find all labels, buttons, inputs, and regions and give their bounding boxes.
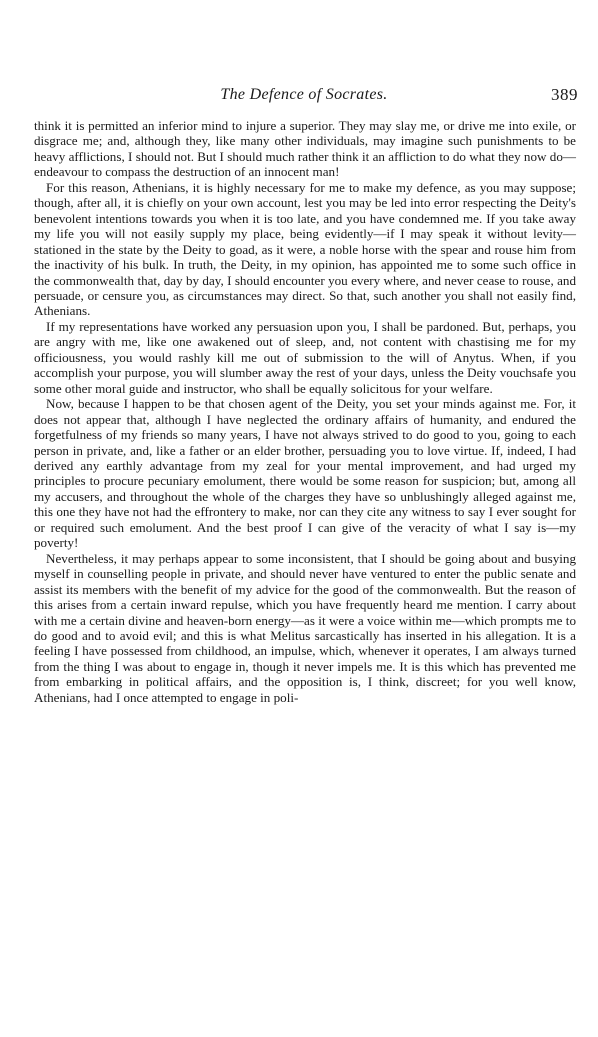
page-number: 389 <box>551 85 578 104</box>
paragraph: Now, because I happen to be that chosen agent of the Deity, you set your minds against me. For, it does not appear that, although I have neglected the ordinary affairs of humanity, and endured the forgetfulness of my friends so many years, I have not always strived to do good to you, going to each person in private, and, like a father or an elder brother, persuading you to love virtue. If, indeed, I had derived any earthly advantage from my zeal for your mental improvement, and had urged my principles to procure pecuniary emolument, there would be some reason for suspicion; but, among all my accusers, and throughout the whole of the charges they have so unblushingly alleged against me, this one they have not had the effrontery to make, nor can they cite any witness to say I ever sought for or required such emolument. And the best proof I can give of the veracity of what I say is—my poverty! <box>34 396 576 551</box>
body-text <box>34 118 576 705</box>
paragraph-continued: think it is permitted an inferior mind to injure a superior. They may slay me, or drive me into exile, or disgrace me; and, although they, like many other individuals, may imagine such punishments to be heavy afflictions, I should not. But I should much rather think it an affliction to do what they now do—endeavour to compass the destruction of an innocent man! <box>34 118 576 180</box>
paragraph: For this reason, Athenians, it is highly necessary for me to make my defence, as you may suppose; though, after all, it is chiefly on your own account, lest you may be led into error respecting the Deity's benevolent intentions towards you when it is too late, and you have condemned me. If you take away my life you will not easily supply my place, being evidently—if I may speak it without levity—stationed in the state by the Deity to goad, as it were, a noble horse with the spear and rouse him from the inactivity of his bulk. In truth, the Deity, in my opinion, has appointed me to some such office in the commonwealth that, day by day, I should encounter you every where, and never cease to rouse, and persuade, or censure you, as circumstances may direct. So that, such another you shall not easily find, Athenians. <box>34 179 576 319</box>
paragraph: Nevertheless, it may perhaps appear to some inconsistent, that I should be going about and busying myself in counselling people in private, and should never have ventured to enter the public senate and assist its members with the benefit of my advice for the good of the commonwealth. But the reason of this arises from a certain inward repulse, which you have frequently heard me mention. I carry about with me a certain divine and heaven-born energy—as it were a voice within me—which prompts me to do good and to avoid evil; and this is what Melitus sarcastically has inserted in his allegation. It is a feeling I have possessed from childhood, an impulse, which, whenever it operates, I am always turned from the thing I was about to engage in, though it never impels me. It is this which has prevented me from embarking in political affairs, and the opposition is, I think, discreet; for you well know, Athenians, had I once attempted to engage in poli- <box>34 550 576 705</box>
paragraph: If my representations have worked any persuasion upon you, I shall be pardoned. But, perhaps, you are angry with me, like one awakened out of sleep, and, not content with chastising me for my officiousness, you would rashly kill me out of submission to the will of Anytus. When, if you accomplish your purpose, you will slumber away the rest of your days, unless the Deity vouchsafe you some other moral guide and instructor, who shall be equally solicitous for your welfare. <box>34 318 576 396</box>
running-head <box>30 86 578 106</box>
running-title: The Defence of Socrates. <box>220 86 388 103</box>
